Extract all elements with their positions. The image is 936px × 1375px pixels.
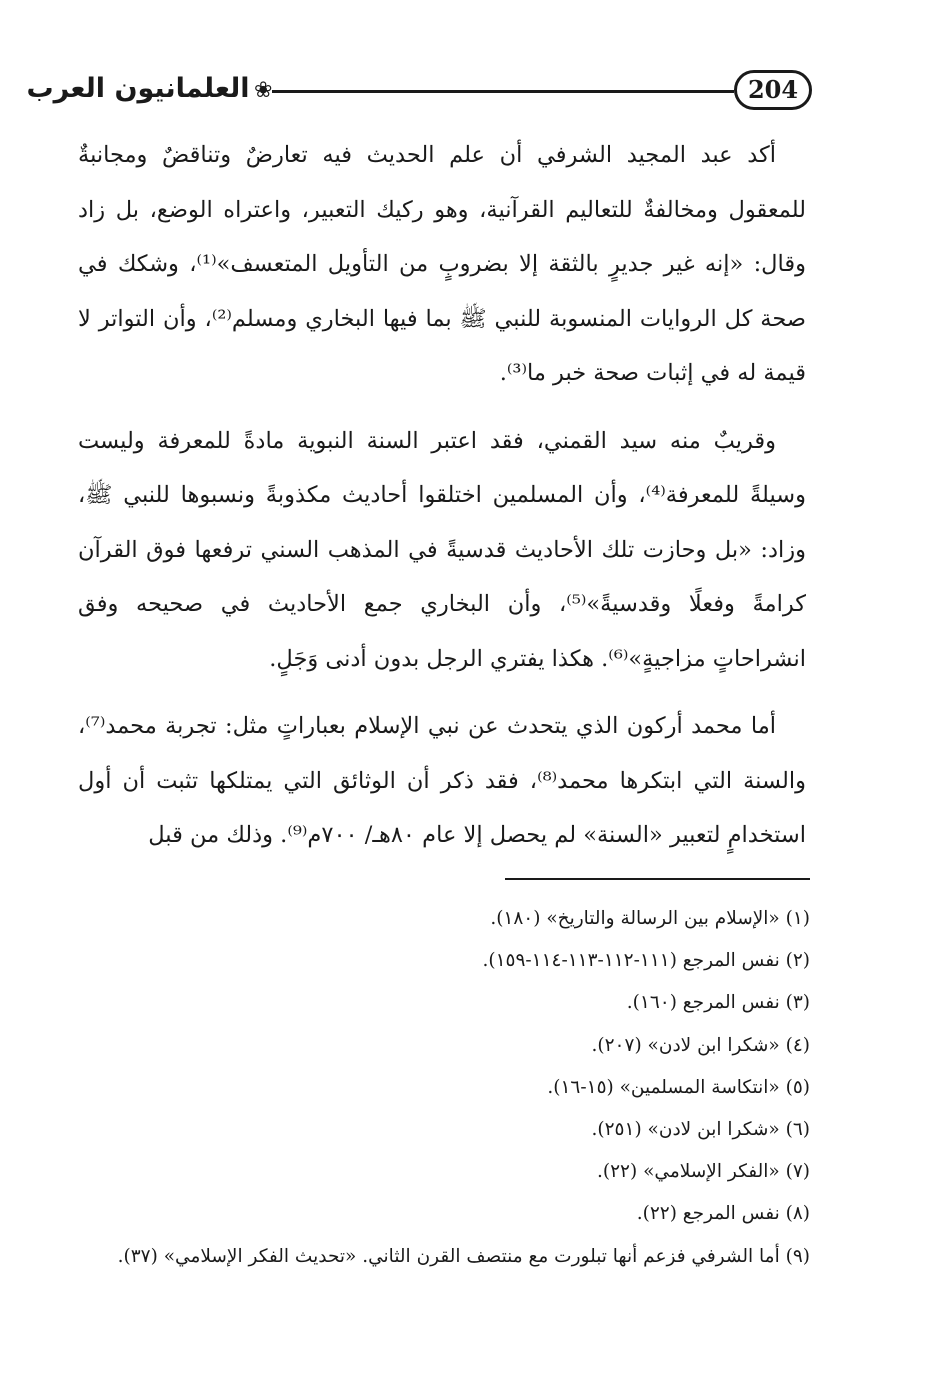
footnote-item: (٣) نفس المرجع (١٦٠).	[626, 992, 810, 1014]
page-header	[22, 62, 812, 120]
paragraph-sharafi: أكد عبد المجيد الشرفي أن علم الحديث فيه تعارضٌ وتناقضٌ ومجانبةٌ للمعقول ومخالفةٌ للتعاليم القرآنية، وهو ركيك التعبير، واعتراه الوضع، بل زاد وقال: «إنه غير جديرٍ بالثقة إلا بضروبٍ من التأويل المتعسف»⁽¹⁾، وشكك في صحة كل الروايات المنسوبة للنبي ﷺ بما فيها البخاري ومسلم⁽²⁾، وأن التواتر لا قيمة له في إثبات صحة خبر ما⁽³⁾.	[78, 142, 806, 386]
footnote-separator	[505, 878, 810, 880]
footnote-item: (٤) «شكرا ابن لادن» (٢٠٧).	[591, 1034, 810, 1056]
footnotes-list	[40, 898, 810, 1278]
footnote-item: (٨) نفس المرجع (٢٢).	[636, 1203, 810, 1225]
footnote-item: (٧) «الفكر الإسلامي» (٢٢).	[597, 1161, 810, 1183]
flower-ornament-icon: ❀	[254, 78, 273, 103]
paragraph-arkoun: أما محمد أركون الذي يتحدث عن نبي الإسلام بعباراتٍ مثل: تجربة محمد⁽⁷⁾، والسنة التي ابتكرها محمد⁽⁸⁾، فقد ذكر أن الوثائق التي يمتلكها تثبت أن أول استخدامٍ لتعبير «السنة» لم يحصل إلا عام ٨٠هـ/ ٧٠٠م⁽⁹⁾. وذلك من قبل	[78, 713, 806, 848]
footnote-item: (٥) «انتكاسة المسلمين» (١٥-١٦).	[547, 1076, 810, 1098]
footnote-item: (٦) «شكرا ابن لادن» (٢٥١).	[591, 1119, 810, 1141]
page-number: 204	[734, 70, 812, 110]
footnote-item: (٢) نفس المرجع (١١١-١١٢-١١٣-١١٤-١٥٩).	[482, 950, 810, 972]
footnote-item: (١) «الإسلام بين الرسالة والتاريخ» (١٨٠).	[490, 908, 810, 929]
paragraph-qimni: وقريبٌ منه سيد القمني، فقد اعتبر السنة النبوية مادةً للمعرفة وليست وسيلةً للمعرفة⁽⁴⁾، وأن المسلمين اختلقوا أحاديث مكذوبةً ونسبوها للنبي ﷺ، وزاد: «بل وحازت تلك الأحاديث قدسيةً في المذهب السني ترفعها فوق القرآن كرامةً وفعلًا وقدسيةً»⁽⁵⁾، وأن البخاري جمع الأحاديث في صحيحه وفق انشراحاتٍ مزاجيةٍ»⁽⁶⁾. هكذا يفتري الرجل بدون أدنى وَجَلٍ.	[78, 427, 806, 672]
header-rule	[272, 90, 734, 93]
main-text	[78, 128, 806, 863]
footnote-item: (٩) أما الشرفي فزعم أنها تبلورت مع منتصف القرن الثاني. «تحديث الفكر الإسلامي» (٣٧).	[117, 1245, 810, 1267]
book-title: العلمانيون العرب	[26, 73, 250, 104]
